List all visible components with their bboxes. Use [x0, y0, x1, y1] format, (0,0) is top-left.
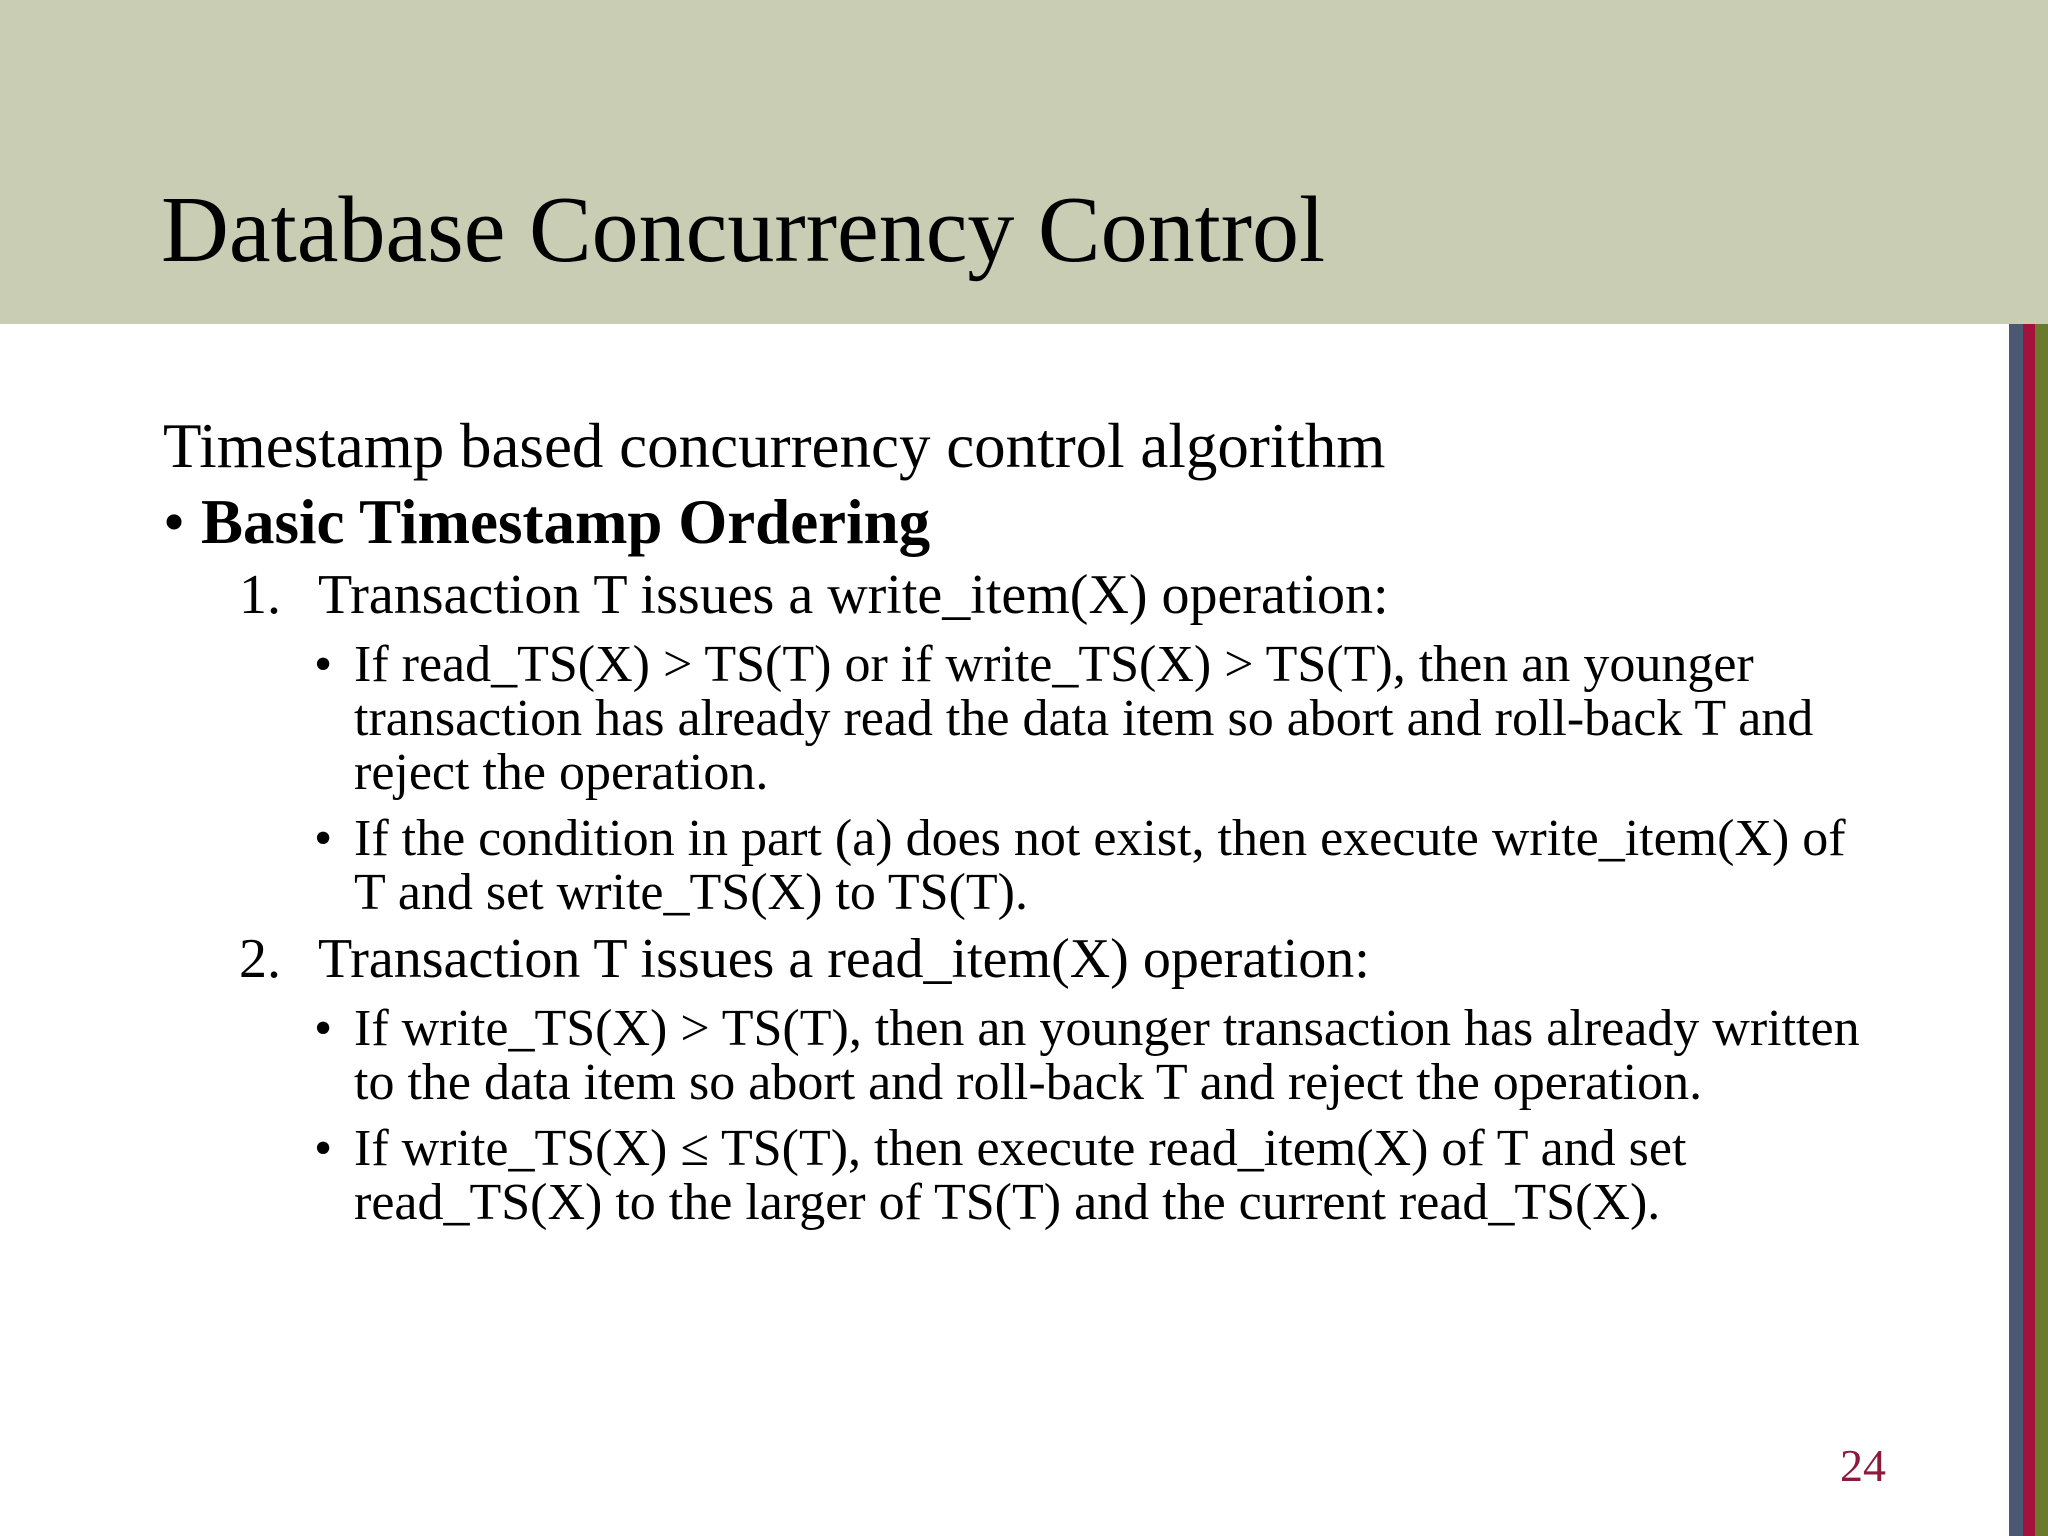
sub-bullet	[163, 1122, 1863, 1230]
sub-bullet-text: If read_TS(X) > TS(T) or if write_TS(X) > TS(T), then an younger transaction has already read the data item so abort and roll-back T and reject the operation.	[354, 636, 1814, 801]
main-bullet-text: Basic Timestamp Ordering	[201, 487, 931, 557]
sub-bullet	[163, 638, 1863, 800]
item-text: Transaction T issues a read_item(X) operation:	[318, 928, 1370, 990]
bullet-marker: •	[314, 1120, 333, 1177]
bullet-marker: •	[314, 810, 333, 867]
decorative-side-stripes	[2002, 324, 2048, 1536]
bullet-marker: •	[314, 636, 333, 693]
sub-bullet-text: If the condition in part (a) does not exist, then execute write_item(X) of T and set write_TS(X) to TS(T).	[354, 810, 1846, 921]
sub-bullet	[163, 812, 1863, 920]
item-number: 2.	[239, 928, 281, 990]
stripe-olive	[2035, 324, 2048, 1536]
sub-bullet	[163, 1002, 1863, 1110]
item-number: 1.	[239, 564, 281, 626]
slide-title: Database Concurrency Control	[161, 178, 1326, 282]
numbered-item	[163, 562, 1893, 628]
bullet-marker: •	[314, 1000, 333, 1057]
sub-bullet-text: If write_TS(X) > TS(T), then an younger transaction has already written to the data item so abort and roll-back T and reject the operation.	[354, 1000, 1860, 1111]
item-text: Transaction T issues a write_item(X) operation:	[318, 564, 1389, 626]
slide-subtitle: Timestamp based concurrency control algorithm	[163, 411, 1386, 481]
sub-bullet-text: If write_TS(X) ≤ TS(T), then execute read_item(X) of T and set read_TS(X) to the larger of TS(T) and the current read_TS(X).	[354, 1120, 1687, 1231]
stripe-slate	[2009, 324, 2023, 1536]
bullet-marker: •	[163, 487, 186, 557]
stripe-gap	[2002, 324, 2009, 1536]
numbered-item	[163, 926, 1893, 992]
main-bullet	[163, 484, 1893, 560]
stripe-crimson	[2023, 324, 2035, 1536]
page-number: 24	[1840, 1440, 1886, 1491]
slide-body	[163, 408, 1893, 1230]
